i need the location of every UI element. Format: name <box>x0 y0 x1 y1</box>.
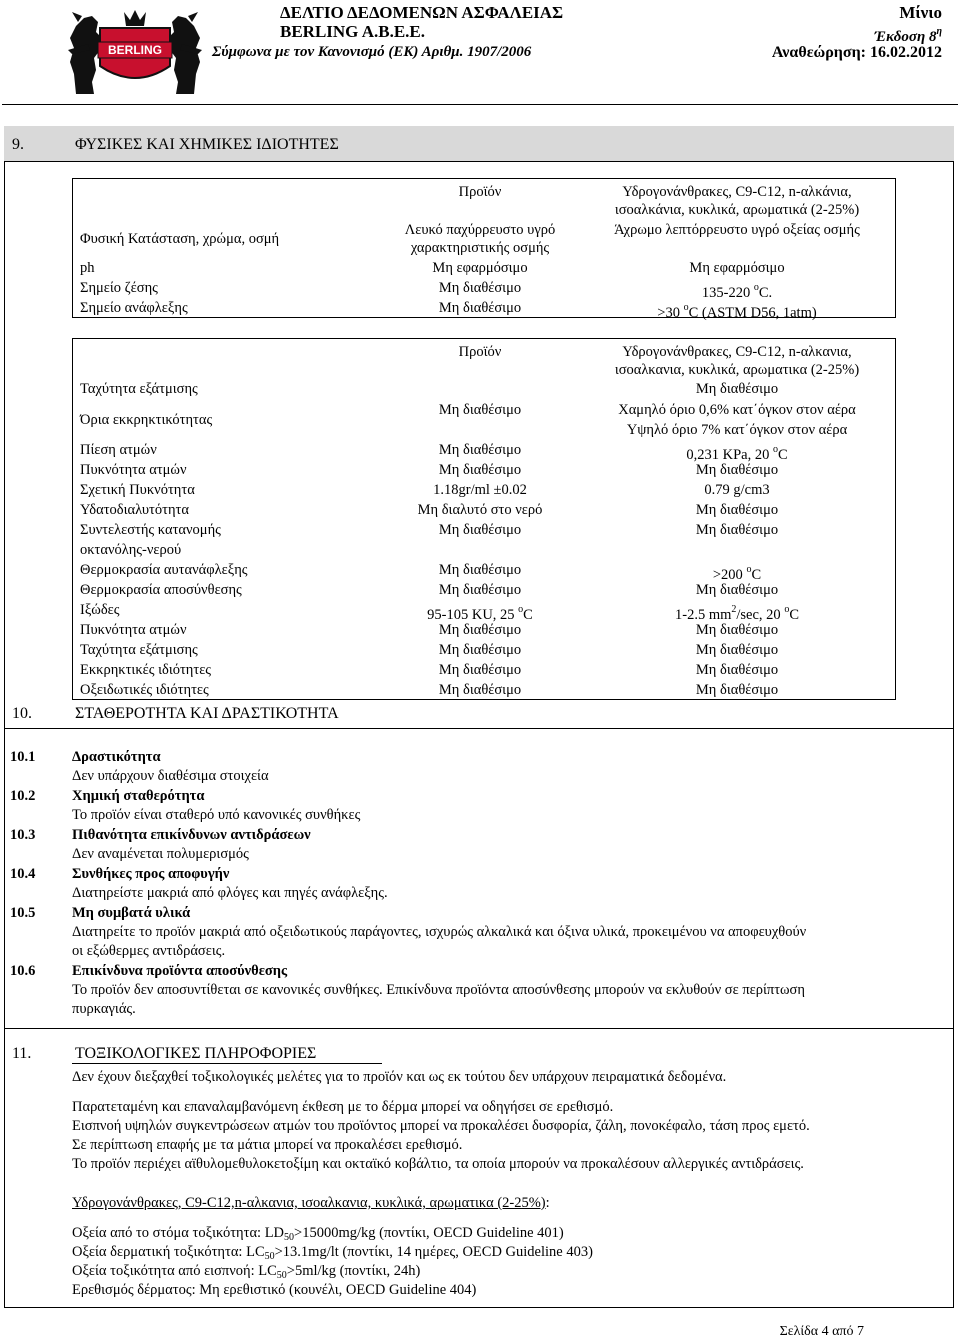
t2-explosive-limits-low: Χαμηλό όριο 0,6% κατ΄όγκον στον αέρα <box>618 402 856 418</box>
t1-col-product: Προϊόν <box>458 184 502 200</box>
t2-explosive-limits-high: Υψηλό όριο 7% κατ΄όγκον στον αέρα <box>626 422 848 438</box>
t1-label-physical: Φυσική Κατάσταση, χρώμα, οσμή <box>80 231 280 247</box>
s10-5-text-2: οι εξώθερμες αντιδράσεις. <box>72 943 226 959</box>
t2-col-hydro-1: Υδρογονάνθρακες, C9-C12, n-αλκανια, <box>622 344 852 360</box>
t2-vapour-pressure-product: Μη διαθέσιμο <box>438 442 522 458</box>
t2-partition-hydro: Μη διαθέσιμο <box>695 522 779 538</box>
s10-5-text-1: Διατηρείτε το προϊόν μακριά από οξειδωτικούς παράγοντες, ισχυρώς αλκαλικά και όξινα υλικά, προκειμένου να αποφευχθούν <box>72 924 807 940</box>
section-10-heading: ΣΤΑΘΕΡΟΤΗΤΑ ΚΑΙ ΔΡΑΣΤΙΚΟΤΗΤΑ <box>75 705 339 722</box>
t1-physical-product-2: χαρακτηριστικής οσμής <box>410 240 550 256</box>
t2-label-vapour-pressure: Πίεση ατμών <box>80 442 157 458</box>
s10-6-number: 10.6 <box>10 963 36 979</box>
s10-6-text-1: Το προϊόν δεν αποσυντίθεται σε κανονικές συνθήκες. Επικίνδυνα προϊόντα αποσύνθεσης μπορούν να εκλυθούν σε περίπτωση <box>72 982 805 998</box>
t2-vapour-density-hydro: Μη διαθέσιμο <box>695 462 779 478</box>
s10-5-title: Μη συμβατά υλικά <box>72 905 191 921</box>
t2-decomposition-hydro: Μη διαθέσιμο <box>695 582 779 598</box>
t2-label-solubility: Υδατοδιαλυτότητα <box>80 502 189 518</box>
section-11-rule-top <box>4 1028 954 1029</box>
section-10-number: 10. <box>12 705 32 722</box>
t2-viscosity-product: 95-105 KU, 25 $^o$C <box>427 604 533 623</box>
t2-decomposition-product: Μη διαθέσιμο <box>438 582 522 598</box>
s10-2-number: 10.2 <box>10 788 36 804</box>
t2-label-oxidising: Οξειδωτικές ιδιότητες <box>80 682 209 698</box>
section-9-number: 9. <box>12 136 24 153</box>
t1-physical-hydro: Άχρωμο λεπτόρρευστο υγρό οξείας οσμής <box>614 222 860 238</box>
t2-label-vapour-density: Πυκνότητα ατμών <box>80 462 187 478</box>
s10-4-number: 10.4 <box>10 866 36 882</box>
section-11-heading: ΤΟΞΙΚΟΛΟΓΙΚΕΣ ΠΛΗΡΟΦΟΡΙΕΣ <box>75 1045 317 1062</box>
section-9-heading: ΦΥΣΙΚΕΣ ΚΑΙ ΧΗΜΙΚΕΣ ΙΔΙΟΤΗΤΕΣ <box>75 136 339 153</box>
s10-4-title: Συνθήκες προς αποφυγήν <box>72 866 230 882</box>
t2-label-partition-1: Συντελεστής κατανομής <box>80 522 221 538</box>
t2-evap-hydro: Μη διαθέσιμο <box>695 381 779 397</box>
s11-p2: Παρατεταμένη και επαναλαμβανόμενη έκθεση με το δέρμα μπορεί να οδηγήσει σε ερεθισμό. <box>72 1099 614 1115</box>
t1-label-boiling: Σημείο ζέσης <box>80 280 158 296</box>
t2-explosive-limits-product: Μη διαθέσιμο <box>438 402 522 418</box>
logo-text: BERLING <box>108 43 162 57</box>
product-name: Μίνιο <box>899 3 942 22</box>
s10-3-text: Δεν αναμένεται πολυμερισμός <box>72 846 249 862</box>
t1-physical-product-1: Λευκό παχύρρευστο υγρό <box>404 222 556 238</box>
t2-col-product: Προϊόν <box>458 344 502 360</box>
t2-explosive-props-product: Μη διαθέσιμο <box>438 662 522 678</box>
s10-6-title: Επικίνδυνα προϊόντα αποσύνθεσης <box>72 963 288 979</box>
t2-oxidising-hydro: Μη διαθέσιμο <box>695 682 779 698</box>
t2-oxidising-product: Μη διαθέσιμο <box>438 682 522 698</box>
s11-p3: Εισπνοή υψηλών συγκεντρώσεων ατμών του προϊόντος μπορεί να προκαλέσει δυσφορία, ζάλη, πονοκέφαλο, τάση προς εμετό. <box>72 1118 810 1134</box>
t2-evap-2-hydro: Μη διαθέσιμο <box>695 642 779 658</box>
edition-line: Έκδοση $8^\eta$ <box>874 26 942 45</box>
t1-ph-hydro: Μη εφαρμόσιμο <box>689 260 785 276</box>
document-title: ΔΕΛΤΙΟ ΔΕΔΟΜΕΝΩΝ ΑΣΦΑΛΕΙΑΣ <box>280 3 564 22</box>
regulation-line: Σύμφωνα με τον Κανονισμό (ΕΚ) Αριθμ. 1907/2006 <box>212 44 532 60</box>
t1-col-hydro-2: ισοαλκάνια, κυκλικά, αρωματικά (2-25%) <box>614 202 860 218</box>
s11-p4: Σε περίπτωση επαφής με τα μάτια μπορεί να προκαλέσει ερεθισμό. <box>72 1137 463 1153</box>
t2-label-relative-density: Σχετική Πυκνότητα <box>80 482 195 498</box>
t2-partition-product: Μη διαθέσιμο <box>438 522 522 538</box>
t2-autoignition-product: Μη διαθέσιμο <box>438 562 522 578</box>
revision-date: Αναθεώρηση: 16.02.2012 <box>771 44 942 61</box>
s10-3-title: Πιθανότητα επικίνδυνων αντιδράσεων <box>72 827 311 843</box>
s11-p5: Το προϊόν περιέχει αϊθυλομεθυλοκετοξίμη και οκταϊκό κοβάλτιο, τα οποία μπορούν να προκαλέσουν αλλεργικές αντιδράσεις. <box>72 1156 804 1172</box>
s11-tox-dermal: Οξεία δερματική τοξικότητα: $LC_{50}>13.1mg/lt$ (ποντίκι, 14 ημέρες, OECD Guideline 403) <box>72 1244 593 1262</box>
t2-label-evap-2: Ταχύτητα εξάτμισης <box>80 642 198 658</box>
s11-tox-skin: Ερεθισμός δέρματος: Μη ερεθιστικό (κουνέλι, OECD Guideline 404) <box>72 1282 477 1298</box>
company-name: BERLING A.B.E.E. <box>280 22 426 41</box>
t1-boiling-product: Μη διαθέσιμο <box>438 280 522 296</box>
t2-solubility-hydro: Μη διαθέσιμο <box>695 502 779 518</box>
t2-relative-density-hydro: 0.79 g/cm3 <box>704 482 770 498</box>
t2-solubility-product: Μη διαλυτό στο νερό <box>417 502 543 518</box>
page-number: Σελίδα 4 από 7 <box>779 1324 864 1339</box>
s11-hydro-title: Υδρογονάνθρακες, C9-C12,n-αλκανια, ισοαλκανια, κυκλικά, αρωματικα (2-25%): <box>72 1195 550 1211</box>
t2-vapour-density-2-hydro: Μη διαθέσιμο <box>695 622 779 638</box>
header-rule <box>2 104 958 105</box>
s11-tox-oral: Οξεία από το στόμα τοξικότητα: $LD_{50}>15000mg/kg$ (ποντίκι, OECD Guideline 401) <box>72 1225 564 1243</box>
t1-ph-product: Μη εφαρμόσιμο <box>432 260 528 276</box>
t1-flash-product: Μη διαθέσιμο <box>438 300 522 316</box>
section-11-number: 11. <box>12 1045 32 1062</box>
t1-col-hydro-1: Υδρογονάνθρακες, C9-C12, n-αλκάνια, <box>622 184 852 200</box>
t2-explosive-props-hydro: Μη διαθέσιμο <box>695 662 779 678</box>
s10-4-text: Διατηρείστε μακριά από φλόγες και πηγές ανάφλεξης. <box>72 885 388 901</box>
s10-2-text: Το προϊόν είναι σταθερό υπό κανονικές συνθήκες <box>72 807 361 823</box>
s10-5-number: 10.5 <box>10 905 36 921</box>
t2-label-decomposition: Θερμοκρασία αποσύνθεσης <box>80 582 242 598</box>
t2-autoignition-hydro: >200 $^o$C <box>712 564 762 583</box>
s10-6-text-2: πυρκαγιάς. <box>72 1001 136 1017</box>
t1-boiling-hydro: 135-220 $^o$C. <box>701 282 773 301</box>
t2-label-explosive-limits: Όρια εκκρηκτικότητας <box>80 412 213 428</box>
t2-label-viscosity: Ιξώδες <box>80 602 120 618</box>
s10-1-title: Δραστικότητα <box>72 749 161 765</box>
t2-label-partition-2: οκτανόλης-νερού <box>80 542 182 558</box>
section-10-rule <box>4 728 954 729</box>
t2-evap-2-product: Μη διαθέσιμο <box>438 642 522 658</box>
s10-1-text: Δεν υπάρχουν διαθέσιμα στοιχεία <box>72 768 269 784</box>
t2-label-evap: Ταχύτητα εξάτμισης <box>80 381 198 397</box>
section-11-underline <box>72 1063 382 1064</box>
t2-label-explosive-props: Εκκρηκτικές ιδιότητες <box>80 662 212 678</box>
t2-vapour-density-2-product: Μη διαθέσιμο <box>438 622 522 638</box>
s10-2-title: Χημική σταθερότητα <box>72 788 205 804</box>
s11-tox-inhalation: Οξεία τοξικότητα από εισπνοή: $LC_{50}>5ml/kg$ (ποντίκι, 24h) <box>72 1263 421 1281</box>
t2-viscosity-hydro: 1-2.5 $mm^2/\sec$, 20 $^o$C <box>675 604 799 623</box>
t2-label-autoignition: Θερμοκρασία αυτανάφλεξης <box>80 562 248 578</box>
s10-3-number: 10.3 <box>10 827 36 843</box>
t2-vapour-density-product: Μη διαθέσιμο <box>438 462 522 478</box>
t1-label-flash: Σημείο ανάφλεξης <box>80 300 188 316</box>
t2-label-vapour-density-2: Πυκνότητα ατμών <box>80 622 187 638</box>
t2-vapour-pressure-hydro: 0,231 KPa, 20 $^o$C <box>686 444 788 463</box>
s11-p1: Δεν έχουν διεξαχθεί τοξικολογικές μελέτες για το προϊόν και ως εκ τούτου δεν υπάρχουν πειραματικά δεδομένα. <box>72 1069 727 1085</box>
t2-col-hydro-2: ισοαλκανια, κυκλικά, αρωματικα (2-25%) <box>614 362 860 378</box>
t2-relative-density-product: 1.18gr/ml ±0.02 <box>433 482 527 498</box>
t1-label-ph: ph <box>80 260 95 276</box>
s10-1-number: 10.1 <box>10 749 36 765</box>
t1-flash-hydro: >30 $^o$C (ASTM D56, 1atm) <box>657 302 817 321</box>
berling-logo <box>64 4 206 100</box>
